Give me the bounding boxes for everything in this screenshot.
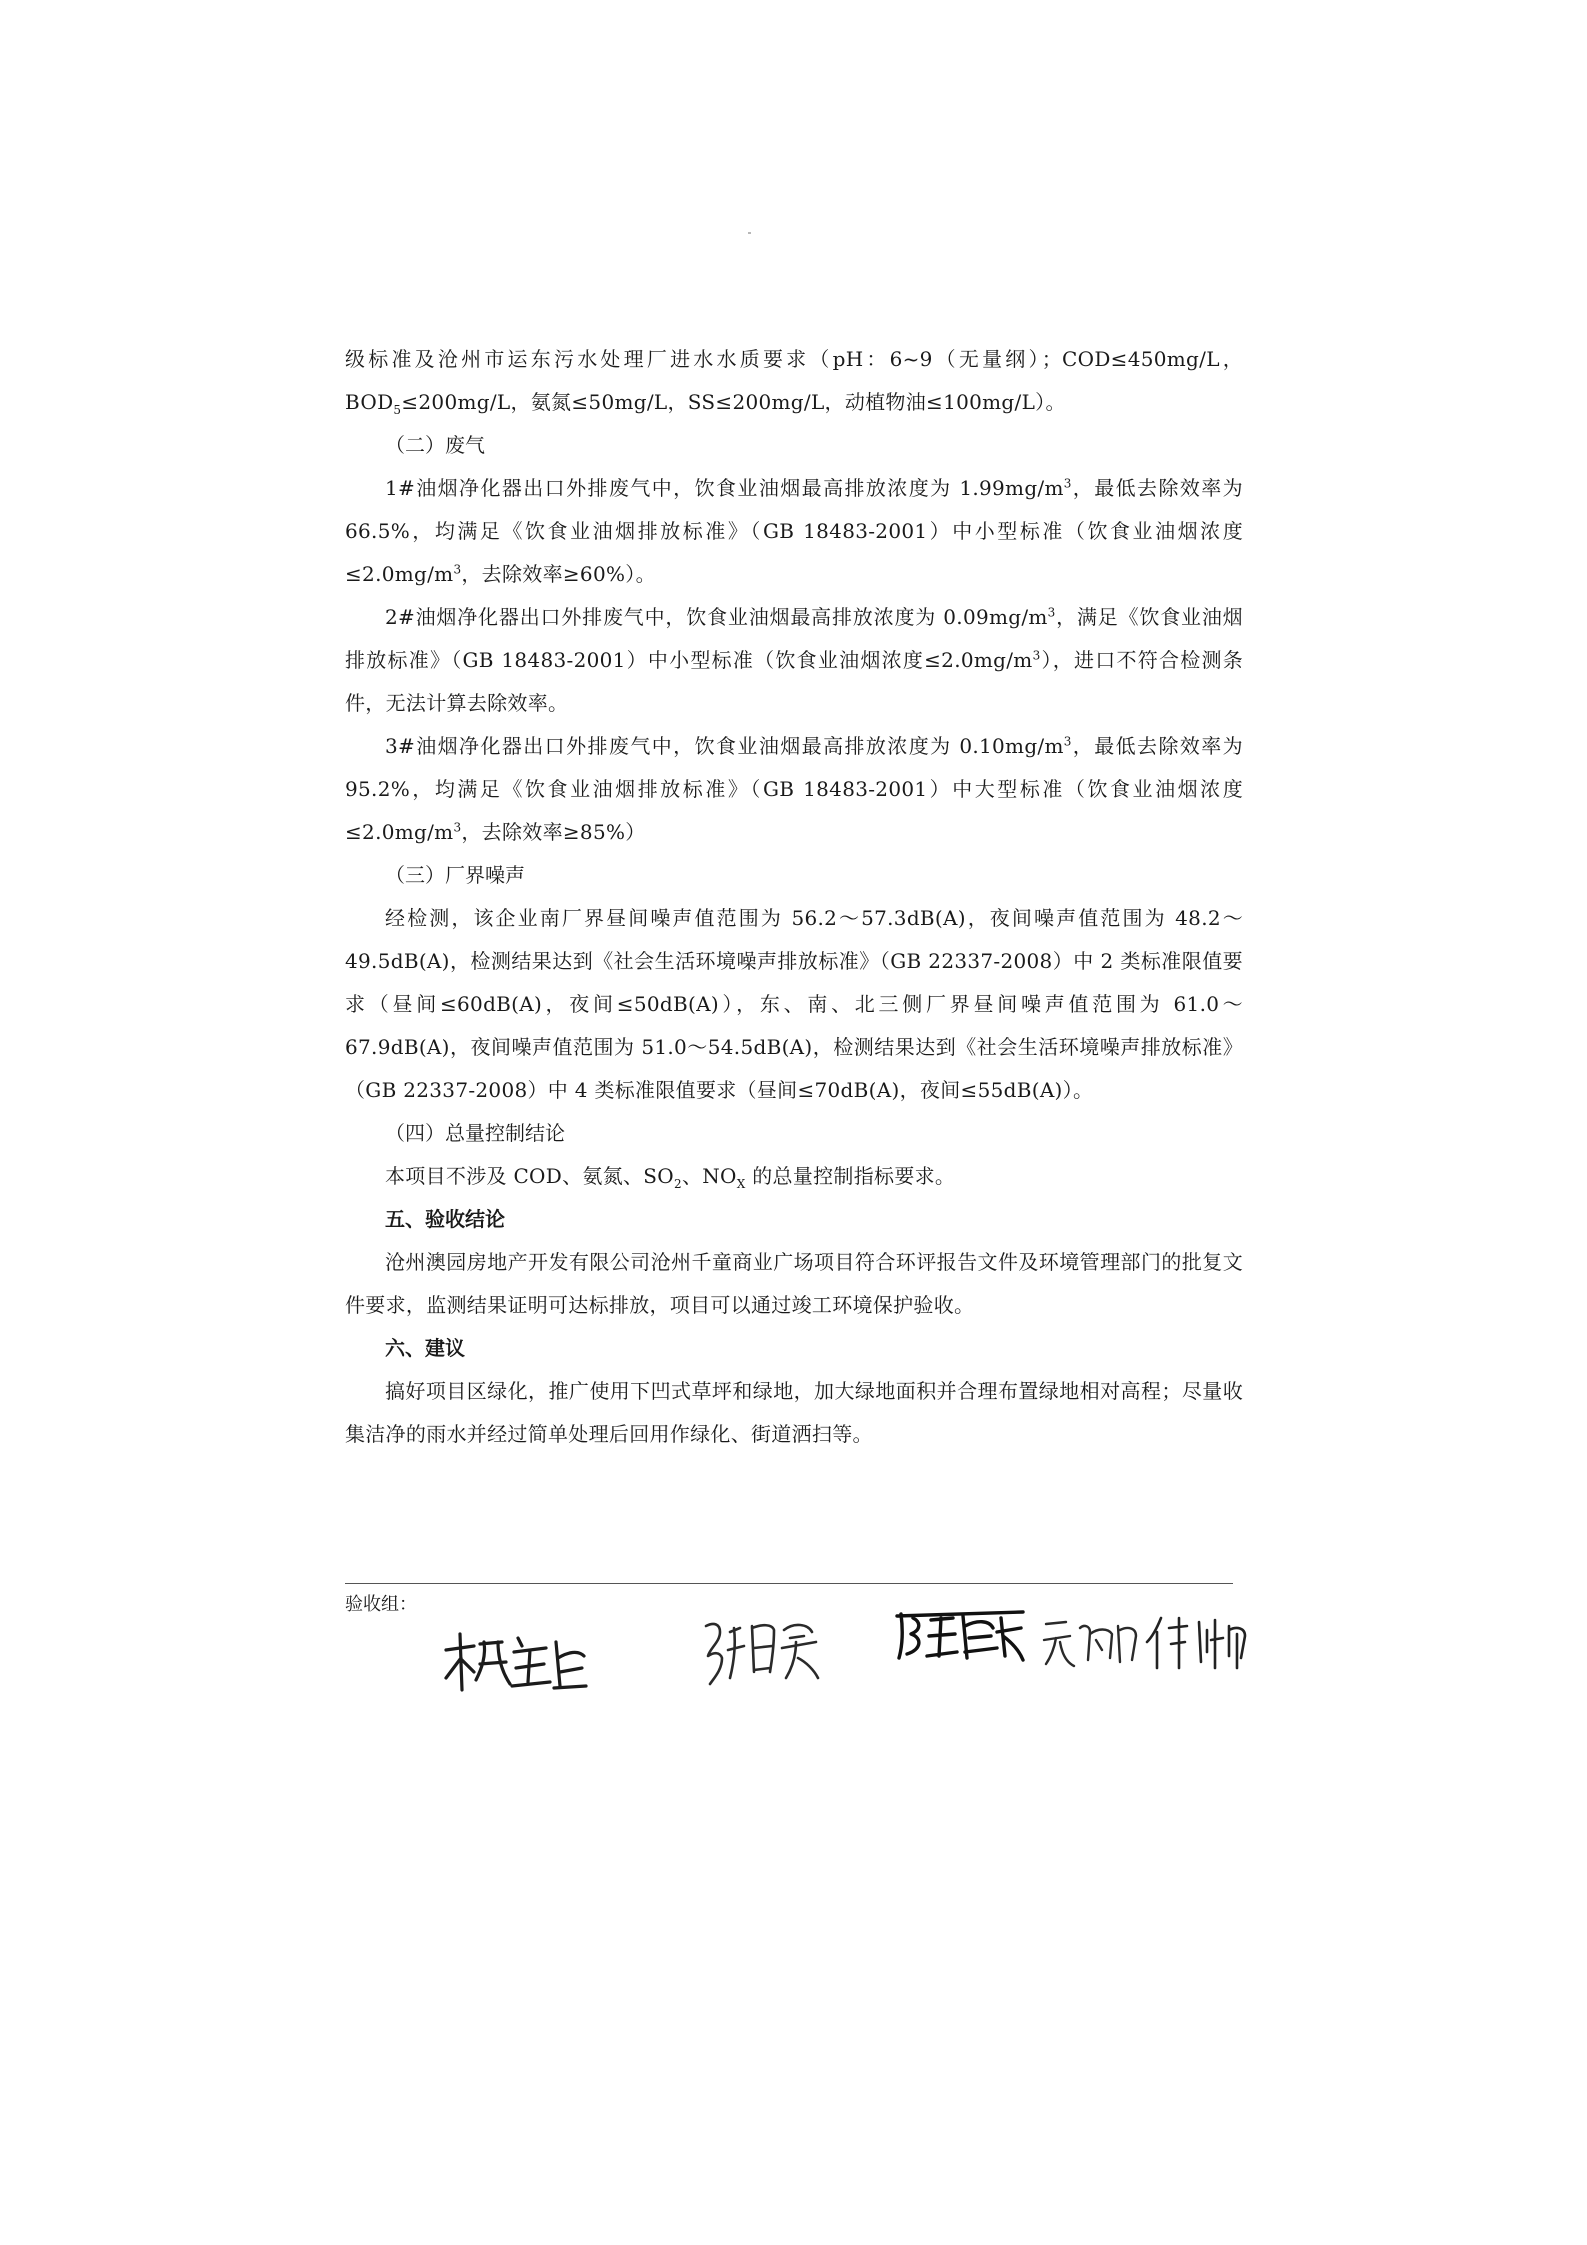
heading-exhaust: （二）废气 [385, 433, 485, 457]
signature-3 [893, 1606, 1028, 1666]
heading-conclusion: 五、验收结论 [385, 1207, 505, 1231]
heading-noise: （三）厂界噪声 [385, 863, 525, 887]
signature-label: 验收组： [345, 1594, 417, 1615]
paragraph-noise: 经检测，该企业南厂界昼间噪声值范围为 56.2～57.3dB(A)，夜间噪声值范围为 48.2～49.5dB(A)，检测结果达到《社会生活环境噪声排放标准》（GB 22337-2008）中 2 类标准限值要求（昼间≤60dB(A)，夜间≤50dB(A)），东、南、北三侧厂界昼间噪声值范围为 61.0～67.9dB(A)，夜间噪声值范围为 51.0～54.5dB(A)，检测结果达到《社会生活环境噪声排放标准》（GB 22337-2008）中 4 类标准限值要求（昼间≤70dB(A)，夜间≤55dB(A)）。 [345, 906, 1243, 1102]
paragraph-purifier-1: 1#油烟净化器出口外排废气中，饮食业油烟最高排放浓度为 $1.99mg/m^3$，最低去除效率为 66.5%，均满足《饮食业油烟排放标准》（GB 18483-2001）中小型标准（饮食业油烟浓度$\le 2.0mg/m^3$，去除效率≥60%）。 [345, 476, 1243, 586]
heading-suggestion: 六、建议 [385, 1336, 465, 1360]
paragraph-conclusion: 沧州澳园房地产开发有限公司沧州千童商业广场项目符合环评报告文件及环境管理部门的批复文件要求，监测结果证明可达标排放，项目可以通过竣工环境保护验收。 [345, 1250, 1243, 1317]
signature-1 [440, 1628, 590, 1698]
paragraph-purifier-2: 2#油烟净化器出口外排废气中，饮食业油烟最高排放浓度为 $0.09mg/m^3$，满足《饮食业油烟排放标准》（GB 18483-2001）中小型标准（饮食业油烟浓度$\le 2.0mg/m^3$），进口不符合检测条件，无法计算去除效率。 [345, 605, 1244, 715]
heading-total-control: （四）总量控制结论 [385, 1121, 565, 1145]
paragraph-total-control: 本项目不涉及 COD、氨氮、$SO_2$、$NO_X$ 的总量控制指标要求。 [385, 1164, 956, 1191]
scan-speck [748, 232, 751, 234]
paragraph-wastewater-standard: 级标准及沧州市运东污水处理厂进水水质要求（pH：6~9（无量纲）；COD≤450mg/L，$BOD_5\le 200mg/L$，氨氮≤50mg/L，SS≤200mg/L，动植物油≤100mg/L）。 [345, 347, 1243, 417]
signature-4 [1040, 1610, 1140, 1670]
paragraph-suggestion: 搞好项目区绿化，推广使用下凹式草坪和绿地，加大绿地面积并合理布置绿地相对高程；尽量收集洁净的雨水并经过简单处理后回用作绿化、街道洒扫等。 [345, 1379, 1243, 1446]
document-body [345, 338, 1243, 1456]
signature-5 [1145, 1612, 1250, 1672]
paragraph-purifier-3: 3#油烟净化器出口外排废气中，饮食业油烟最高排放浓度为 $0.10mg/m^3$，最低去除效率为 95.2%，均满足《饮食业油烟排放标准》（GB 18483-2001）中大型标准（饮食业油烟浓度$\le 2.0mg/m^3$，去除效率≥85%） [345, 734, 1243, 844]
signature-divider [345, 1583, 1233, 1584]
signature-2 [700, 1612, 840, 1692]
